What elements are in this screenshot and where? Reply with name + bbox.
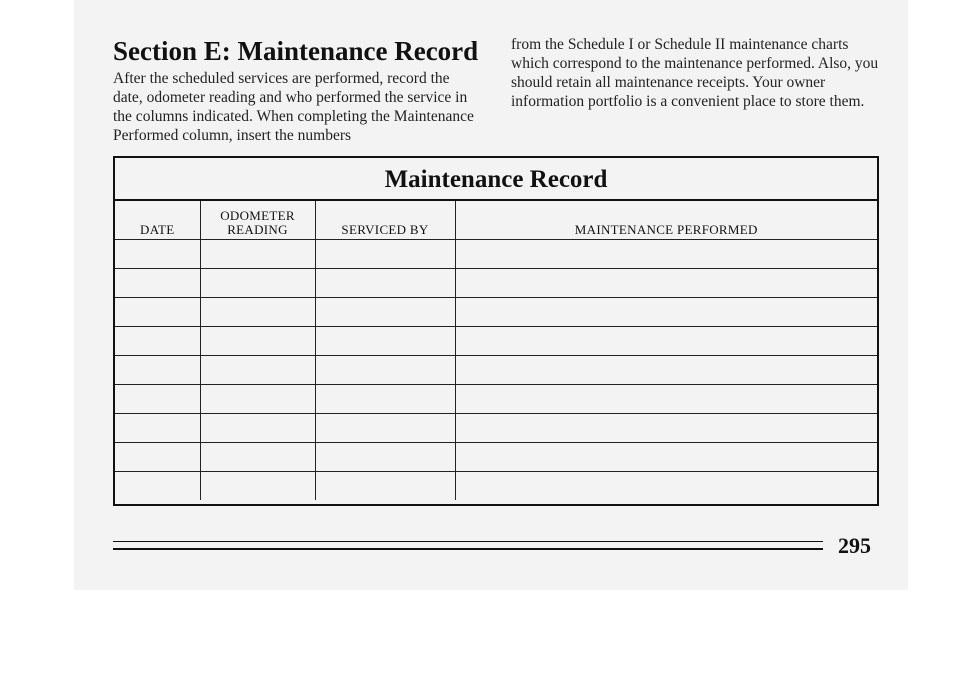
record-title: Maintenance Record: [115, 158, 877, 201]
table-cell[interactable]: [200, 240, 315, 269]
table-row: [115, 443, 877, 472]
table-cell[interactable]: [115, 240, 200, 269]
table-cell[interactable]: [315, 240, 455, 269]
table-cell[interactable]: [115, 443, 200, 472]
table-cell[interactable]: [455, 443, 877, 472]
table-cell[interactable]: [455, 414, 877, 443]
table-row: [115, 414, 877, 443]
table-cell[interactable]: [315, 472, 455, 501]
footer-rule-top: [113, 541, 823, 542]
intro-paragraph-right: from the Schedule I or Schedule II maintenance charts which correspond to the maintenance performed. Also, you should retain all maintenance receipts. Your owner information portfolio is a convenient place to store them.: [511, 36, 879, 110]
table-cell[interactable]: [200, 269, 315, 298]
table-cell[interactable]: [455, 385, 877, 414]
column-header-0: DATE: [115, 201, 200, 240]
table-cell[interactable]: [115, 385, 200, 414]
table-row: [115, 269, 877, 298]
table-cell[interactable]: [200, 385, 315, 414]
table-cell[interactable]: [455, 269, 877, 298]
table-row: [115, 327, 877, 356]
table-row: [115, 240, 877, 269]
column-header-2: SERVICED BY: [315, 201, 455, 240]
table-cell[interactable]: [115, 414, 200, 443]
table-cell[interactable]: [200, 356, 315, 385]
table-row: [115, 298, 877, 327]
table-cell[interactable]: [315, 298, 455, 327]
table-cell[interactable]: [455, 298, 877, 327]
table-cell[interactable]: [115, 356, 200, 385]
table-cell[interactable]: [455, 327, 877, 356]
table-cell[interactable]: [115, 269, 200, 298]
table-cell[interactable]: [455, 472, 877, 501]
table-row: [115, 356, 877, 385]
table-cell[interactable]: [315, 443, 455, 472]
table-cell[interactable]: [200, 472, 315, 501]
table-cell[interactable]: [455, 356, 877, 385]
table-cell[interactable]: [200, 443, 315, 472]
table-cell[interactable]: [115, 298, 200, 327]
table-cell[interactable]: [315, 385, 455, 414]
table-cell[interactable]: [315, 327, 455, 356]
table-cell[interactable]: [315, 269, 455, 298]
table-row: [115, 472, 877, 501]
table-row: [115, 385, 877, 414]
table-body: [115, 240, 877, 501]
footer-rule-bottom: [113, 548, 823, 550]
table-cell[interactable]: [115, 472, 200, 501]
record-grid: [115, 201, 877, 500]
intro-paragraph-left: After the scheduled services are performed, record the date, odometer reading and who performed the service in the columns indicated. When completing the Maintenance Performed column, insert the numbers: [113, 70, 474, 144]
table-cell[interactable]: [315, 414, 455, 443]
table-cell[interactable]: [200, 298, 315, 327]
section-title: Section E: Maintenance Record: [113, 36, 479, 66]
table-cell[interactable]: [200, 414, 315, 443]
table-cell[interactable]: [455, 240, 877, 269]
table-cell[interactable]: [115, 327, 200, 356]
column-header-1: ODOMETER READING: [200, 201, 315, 240]
table-cell[interactable]: [200, 327, 315, 356]
maintenance-record-table: [113, 156, 879, 506]
page-number: 295: [838, 533, 871, 558]
table-header-row: [115, 201, 877, 240]
column-header-3: MAINTENANCE PERFORMED: [455, 201, 877, 240]
table-cell[interactable]: [315, 356, 455, 385]
